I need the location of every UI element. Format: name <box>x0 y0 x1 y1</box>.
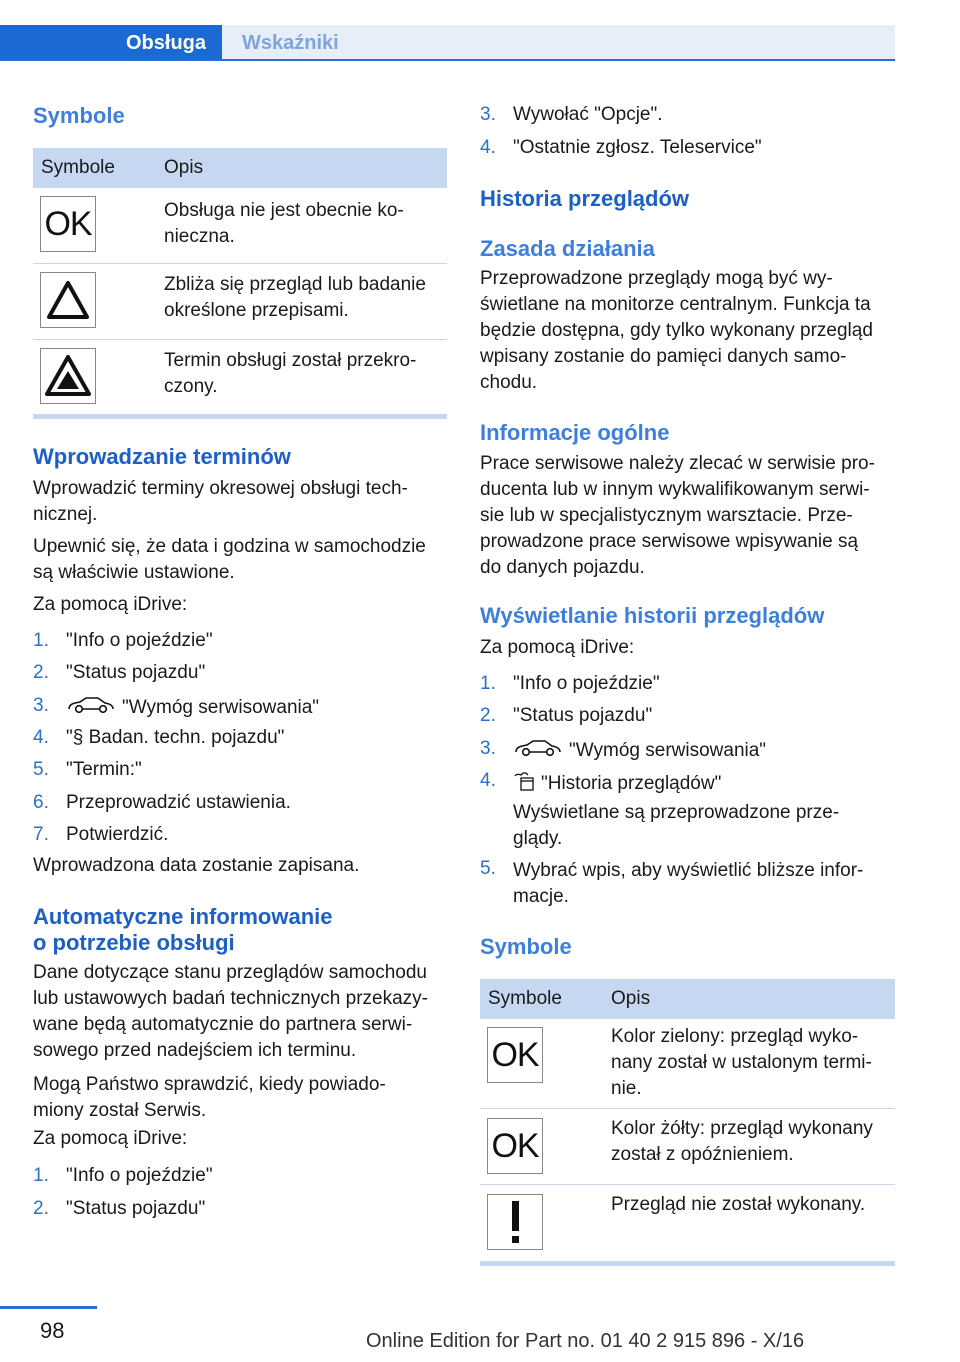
ok-yellow-icon: OK <box>487 1118 543 1174</box>
historia-heading: Historia przeglądów <box>480 186 690 211</box>
ok-icon: OK <box>40 196 96 252</box>
step-text: "Info o pojeździe" <box>513 673 660 694</box>
auto-paragraph3: Za pomocą iDrive: <box>33 1128 188 1149</box>
step-number: 3. <box>480 104 496 125</box>
info-heading: Informacje ogólne <box>480 420 670 445</box>
table1-row2-desc: Zbliża się przegląd lub badanie określone przepisami. <box>164 274 426 321</box>
step-number: 6. <box>33 791 49 813</box>
step-number: 3. <box>480 737 496 759</box>
step-text: "Historia przeglądów" <box>513 770 721 798</box>
step-number: 3. <box>33 694 49 716</box>
table1-row1-desc: Obsługa nie jest obecnie ko- nieczna. <box>164 200 404 247</box>
table2-col-desc: Opis <box>611 988 651 1009</box>
info-paragraph: Prace serwisowe należy zlecać w serwisie pro- ducenta lub w innym wykwalifikowanym serwi- sie lub w specjalistycznym warsztacie. Prze- prowadzone prace serwisowe wpisywanie są do danych pojazdu. <box>480 453 875 578</box>
page-header <box>0 25 895 61</box>
row-divider <box>480 1108 895 1109</box>
step-text: "Info o pojeździe" <box>66 630 213 651</box>
table1-col-desc: Opis <box>164 157 204 178</box>
tab-wskazniki[interactable]: Wskaźniki <box>222 25 895 59</box>
step4-subtext: Wyświetlane są przeprowadzone prze- glądy. <box>513 802 840 849</box>
step-text: "Status pojazdu" <box>66 1197 206 1219</box>
warning-triangle-filled-icon <box>40 348 96 404</box>
table1-col-symbol: Symbole <box>41 157 115 178</box>
table2-row1-desc: Kolor zielony: przegląd wyko- nany został w ustalonym termi- nie. <box>611 1026 872 1099</box>
edition-text: Online Edition for Part no. 01 40 2 915 896 - X/16 <box>366 1330 805 1352</box>
car-icon <box>66 695 116 721</box>
wprowadzanie-p1: Wprowadzić terminy okresowej obsługi tech- nicznej. <box>33 478 408 525</box>
step-number: 2. <box>33 662 49 684</box>
table2-header <box>480 979 895 1019</box>
car-icon <box>513 738 563 764</box>
step5-text: Wybrać wpis, aby wyświetlić bliższe infor- macje. <box>513 860 864 907</box>
step-text: Przeprowadzić ustawienia. <box>66 791 291 813</box>
step-number: 1. <box>33 630 49 651</box>
row-divider <box>480 1184 895 1185</box>
step-number: 4. <box>480 769 496 791</box>
zasada-heading: Zasada działania <box>480 236 655 261</box>
step-number: 5. <box>33 759 49 781</box>
table2-footer-bar <box>480 1261 895 1266</box>
step-number: 1. <box>480 673 496 694</box>
service-history-icon <box>513 770 535 798</box>
step-text: Potwierdzić. <box>66 823 169 845</box>
zasada-paragraph: Przeprowadzone przeglądy mogą być wy- świetlane na monitorze centralnym. Funkcja ta będzie dostępna, gdy tylko wykonany przegląd wpisany zostanie do pamięci danych samo- chodu. <box>480 268 873 393</box>
step5-number: 5. <box>480 858 496 879</box>
step-text: "Ostatnie zgłosz. Teleservice" <box>513 136 762 158</box>
row-divider <box>33 339 447 340</box>
table1-header <box>33 148 447 188</box>
row-divider <box>33 263 447 264</box>
wprowadzanie-p3: Za pomocą iDrive: <box>33 594 188 615</box>
step-text: "Status pojazdu" <box>513 705 653 727</box>
warning-triangle-icon <box>40 272 96 328</box>
wysw-paragraph: Za pomocą iDrive: <box>480 637 635 658</box>
auto-heading: Automatyczne informowanie o potrzebie obsługi <box>33 904 333 955</box>
step-text: "Wymóg serwisowania" <box>513 738 766 764</box>
header-divider <box>0 59 895 61</box>
step-number: 2. <box>33 1197 49 1219</box>
ok-green-icon: OK <box>487 1027 543 1083</box>
step-number: 7. <box>33 823 49 845</box>
step-text: "Info o pojeździe" <box>66 1165 213 1186</box>
table2-row3-desc: Przegląd nie został wykonany. <box>611 1194 866 1215</box>
step-number: 1. <box>33 1165 49 1186</box>
step-number: 4. <box>480 136 496 158</box>
table1-footer-bar <box>33 414 447 419</box>
table2-row2-desc: Kolor żółty: przegląd wykonany został z opóźnieniem. <box>611 1118 873 1165</box>
symbols-heading-right: Symbole <box>480 934 572 959</box>
table2-col-symbol: Symbole <box>488 988 562 1009</box>
step-text: "Status pojazdu" <box>66 662 206 684</box>
tab-obsluga[interactable]: Obsługa <box>0 25 222 61</box>
auto-paragraph1: Dane dotyczące stanu przeglądów samochodu lub ustawowych badań technicznych przekazy- wane będą automatycznie do partnera serwi- sowego przed nadejściem ich terminu. <box>33 962 428 1061</box>
step-number: 2. <box>480 705 496 727</box>
symbols-heading-left: Symbole <box>33 103 125 128</box>
step-text: "Wymóg serwisowania" <box>66 695 319 721</box>
exclamation-icon <box>487 1194 543 1250</box>
page-number: 98 <box>40 1318 65 1343</box>
wysw-heading: Wyświetlanie historii przeglądów <box>480 603 825 628</box>
step-number: 4. <box>33 726 49 748</box>
footer-rule <box>0 1306 97 1309</box>
table1-row3-desc: Termin obsługi został przekro- czony. <box>164 350 417 397</box>
step-text: "§ Badan. techn. pojazdu" <box>66 726 285 748</box>
auto-paragraph2: Mogą Państwo sprawdzić, kiedy powiado- miony został Serwis. <box>33 1074 386 1121</box>
step-text: "Termin:" <box>66 759 142 781</box>
wprowadzanie-p2: Upewnić się, że data i godzina w samochodzie są właściwie ustawione. <box>33 536 426 583</box>
step-text: Wywołać "Opcje". <box>513 104 663 125</box>
wprowadzanie-p4: Wprowadzona data zostanie zapisana. <box>33 855 360 876</box>
wprowadzanie-heading: Wprowadzanie terminów <box>33 444 291 469</box>
